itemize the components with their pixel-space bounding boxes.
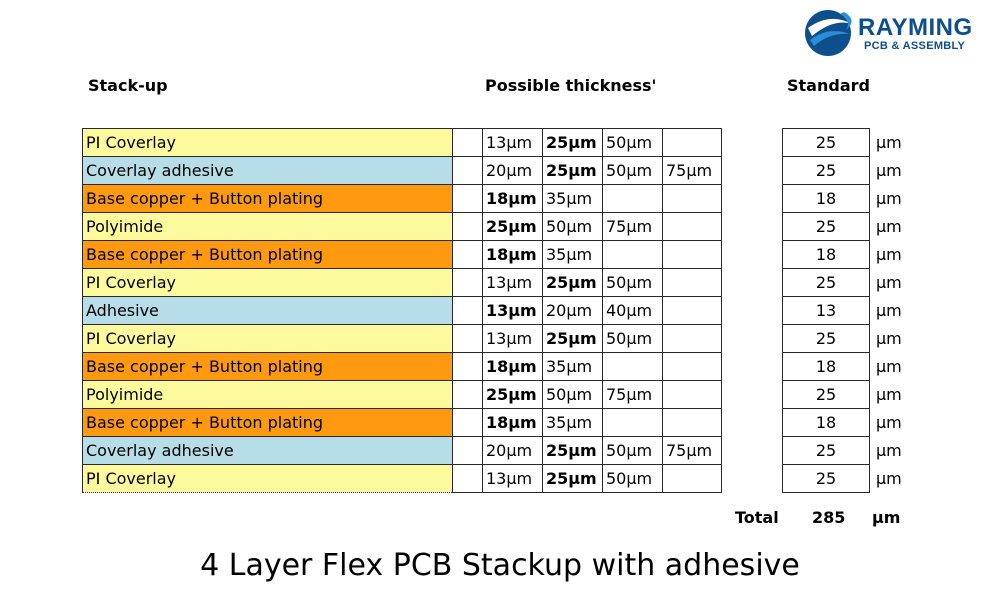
standard-row: [783, 409, 910, 437]
standard-row: [783, 241, 910, 269]
thickness-option: 25µm: [543, 325, 603, 353]
layer-row: [83, 157, 722, 185]
standard-unit: µm: [876, 441, 902, 460]
thickness-option: 50µm: [603, 157, 663, 185]
layer-row: [83, 129, 722, 157]
standard-row: [783, 269, 910, 297]
thickness-option: [603, 185, 663, 213]
standard-value: 25: [783, 465, 870, 493]
thickness-option: 25µm: [543, 465, 603, 493]
standard-unit: µm: [876, 329, 902, 348]
brand-tagline: PCB & ASSEMBLY: [864, 40, 966, 52]
spacer-cell: [453, 157, 483, 185]
thickness-option: [663, 241, 722, 269]
spacer-cell: [453, 241, 483, 269]
spacer-cell: [453, 213, 483, 241]
layer-name: Base copper + Button plating: [83, 353, 453, 381]
thickness-option: [663, 353, 722, 381]
spacer-cell: [453, 409, 483, 437]
standard-value: 25: [783, 325, 870, 353]
thickness-option: 20µm: [483, 157, 543, 185]
figure-caption: 4 Layer Flex PCB Stackup with adhesive: [200, 548, 800, 583]
standard-value: 18: [783, 353, 870, 381]
thickness-option: 35µm: [543, 353, 603, 381]
layer-row: [83, 213, 722, 241]
layer-row: [83, 465, 722, 493]
layer-name: Base copper + Button plating: [83, 409, 453, 437]
thickness-option: 25µm: [543, 157, 603, 185]
thickness-header: Possible thickness': [485, 76, 657, 95]
thickness-option: [663, 213, 722, 241]
thickness-option: 50µm: [543, 213, 603, 241]
standard-value: 18: [783, 241, 870, 269]
total-value: 285: [812, 508, 846, 527]
thickness-option: 50µm: [603, 325, 663, 353]
layer-name: Coverlay adhesive: [83, 437, 453, 465]
layer-row: [83, 241, 722, 269]
thickness-option: [663, 297, 722, 325]
thickness-option: 13µm: [483, 325, 543, 353]
thickness-option: [663, 409, 722, 437]
stackup-header: Stack-up: [88, 76, 168, 95]
thickness-option: 50µm: [603, 129, 663, 157]
thickness-option: 25µm: [543, 129, 603, 157]
standard-unit: µm: [876, 413, 902, 432]
thickness-option: [603, 409, 663, 437]
standard-row: [783, 325, 910, 353]
thickness-option: [663, 129, 722, 157]
standard-unit: µm: [876, 469, 902, 488]
thickness-option: 13µm: [483, 465, 543, 493]
standard-unit: µm: [876, 189, 902, 208]
layer-row: [83, 297, 722, 325]
layer-row: [83, 381, 722, 409]
thickness-option: 25µm: [483, 381, 543, 409]
thickness-option: 13µm: [483, 129, 543, 157]
standard-row: [783, 465, 910, 493]
spacer-cell: [453, 297, 483, 325]
standard-unit: µm: [876, 301, 902, 320]
spacer-cell: [453, 325, 483, 353]
thickness-option: 25µm: [483, 213, 543, 241]
thickness-option: 75µm: [603, 213, 663, 241]
thickness-option: 35µm: [543, 185, 603, 213]
standard-row: [783, 129, 910, 157]
brand-name: RAYMING: [858, 14, 973, 41]
thickness-option: 35µm: [543, 241, 603, 269]
standard-row: [783, 353, 910, 381]
spacer-cell: [453, 353, 483, 381]
standard-row: [783, 381, 910, 409]
total-unit: µm: [872, 508, 901, 527]
layer-name: Polyimide: [83, 381, 453, 409]
layer-row: [83, 185, 722, 213]
spacer-cell: [453, 269, 483, 297]
standard-value: 13: [783, 297, 870, 325]
standard-unit: µm: [876, 273, 902, 292]
thickness-option: [663, 465, 722, 493]
layer-name: Coverlay adhesive: [83, 157, 453, 185]
layer-name: Adhesive: [83, 297, 453, 325]
layer-row: [83, 437, 722, 465]
thickness-option: 25µm: [543, 269, 603, 297]
thickness-option: 50µm: [603, 465, 663, 493]
thickness-option: 75µm: [663, 157, 722, 185]
standard-value: 25: [783, 213, 870, 241]
thickness-option: 18µm: [483, 185, 543, 213]
thickness-option: 13µm: [483, 269, 543, 297]
layer-name: PI Coverlay: [83, 269, 453, 297]
thickness-option: 13µm: [483, 297, 543, 325]
thickness-option: 50µm: [543, 381, 603, 409]
thickness-option: 50µm: [603, 437, 663, 465]
thickness-option: 40µm: [603, 297, 663, 325]
thickness-option: 20µm: [543, 297, 603, 325]
layer-row: [83, 325, 722, 353]
total-label: Total: [735, 508, 779, 527]
thickness-option: 50µm: [603, 269, 663, 297]
standard-unit: µm: [876, 357, 902, 376]
thickness-option: 75µm: [603, 381, 663, 409]
standard-row: [783, 185, 910, 213]
thickness-option: 25µm: [543, 437, 603, 465]
standard-table: [782, 128, 910, 493]
layer-name: PI Coverlay: [83, 325, 453, 353]
standard-unit: µm: [876, 385, 902, 404]
thickness-option: [663, 269, 722, 297]
standard-row: [783, 297, 910, 325]
standard-value: 25: [783, 437, 870, 465]
spacer-cell: [453, 465, 483, 493]
layer-name: Base copper + Button plating: [83, 185, 453, 213]
thickness-option: 18µm: [483, 241, 543, 269]
thickness-option: 18µm: [483, 353, 543, 381]
thickness-option: 35µm: [543, 409, 603, 437]
thickness-option: [663, 381, 722, 409]
standard-value: 25: [783, 129, 870, 157]
standard-unit: µm: [876, 161, 902, 180]
standard-value: 25: [783, 157, 870, 185]
standard-row: [783, 213, 910, 241]
stackup-table: [82, 128, 722, 493]
standard-value: 18: [783, 185, 870, 213]
thickness-option: [603, 353, 663, 381]
rayming-globe-icon: [800, 6, 858, 58]
rayming-logo: [800, 6, 1000, 58]
layer-name: PI Coverlay: [83, 129, 453, 157]
layer-name: Base copper + Button plating: [83, 241, 453, 269]
layer-name: Polyimide: [83, 213, 453, 241]
standard-value: 18: [783, 409, 870, 437]
standard-unit: µm: [876, 217, 902, 236]
standard-unit: µm: [876, 133, 902, 152]
layer-name: PI Coverlay: [83, 465, 453, 493]
layer-row: [83, 353, 722, 381]
standard-row: [783, 157, 910, 185]
standard-unit: µm: [876, 245, 902, 264]
standard-row: [783, 437, 910, 465]
spacer-cell: [453, 129, 483, 157]
layer-row: [83, 409, 722, 437]
spacer-cell: [453, 185, 483, 213]
spacer-cell: [453, 437, 483, 465]
thickness-option: [603, 241, 663, 269]
layer-row: [83, 269, 722, 297]
spacer-cell: [453, 381, 483, 409]
standard-header: Standard: [787, 76, 870, 95]
thickness-option: [663, 185, 722, 213]
thickness-option: [663, 325, 722, 353]
thickness-option: 75µm: [663, 437, 722, 465]
thickness-option: 18µm: [483, 409, 543, 437]
thickness-option: 20µm: [483, 437, 543, 465]
standard-value: 25: [783, 381, 870, 409]
standard-value: 25: [783, 269, 870, 297]
